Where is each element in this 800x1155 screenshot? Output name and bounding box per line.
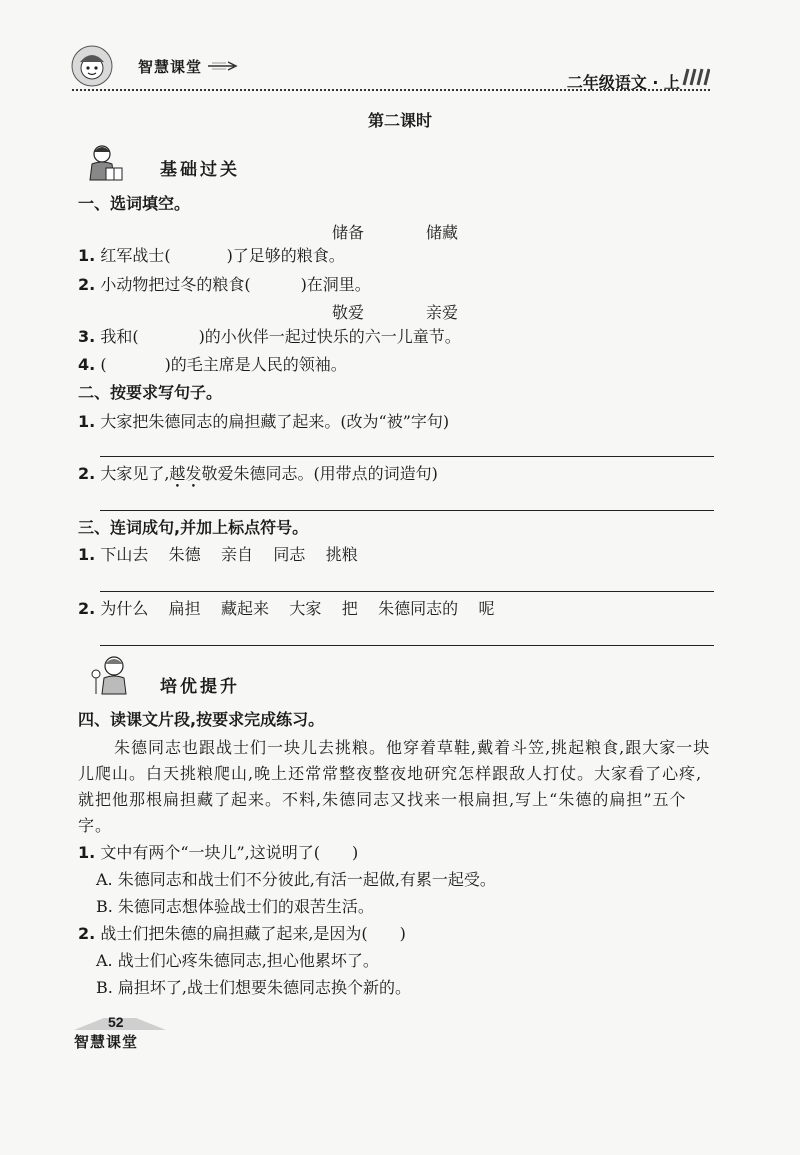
question-3-title: 三、连词成句,并加上标点符号。 xyxy=(78,518,309,537)
word: 呢 xyxy=(478,599,495,618)
item-number: 2. xyxy=(78,599,96,618)
word: 同志 xyxy=(273,545,306,564)
girl-flower-icon xyxy=(86,652,134,698)
q1-item-4 xyxy=(78,354,347,376)
item-text-pre: 我和( xyxy=(100,327,139,346)
footer-brand: 智慧课堂 xyxy=(74,1033,139,1051)
item-number: 1. xyxy=(78,246,96,265)
q2-item-2 xyxy=(78,463,438,485)
item-text-post: )的小伙伴一起过快乐的六一儿童节。 xyxy=(198,327,461,346)
item-number: 2. xyxy=(78,464,96,483)
word: 扁担 xyxy=(168,599,201,618)
item-text-pre: 大家见了, xyxy=(100,464,170,483)
q3-item-2 xyxy=(78,598,494,620)
item-number: 4. xyxy=(78,355,96,374)
item-text: 大家把朱德同志的扁担藏了起来。(改为“被”字句) xyxy=(100,412,450,431)
q1-item-1 xyxy=(78,245,345,267)
item-number: 2. xyxy=(78,924,96,943)
section-heading-advanced: 培优提升 xyxy=(160,677,240,697)
page-number: 52 xyxy=(108,1014,124,1030)
header-brand: 智慧课堂 xyxy=(138,58,203,76)
lesson-title: 第二课时 xyxy=(367,111,432,130)
dotted-char: 越 xyxy=(169,464,186,483)
q2-item-1 xyxy=(78,411,449,433)
item-number: 3. xyxy=(78,327,96,346)
item-text: 文中有两个“一块儿”,这说明了( ) xyxy=(100,843,359,862)
item-text-post: )了足够的粮食。 xyxy=(226,246,345,265)
item-number: 1. xyxy=(78,545,96,564)
question-2-title: 二、按要求写句子。 xyxy=(78,383,223,402)
item-text-pre: 小动物把过冬的粮食( xyxy=(100,275,251,294)
item-text-post: 敬爱朱德同志。(用带点的词造句) xyxy=(201,464,438,483)
item-number: 1. xyxy=(78,412,96,431)
choice-a[interactable]: A. 战士们心疼朱德同志,担心他累坏了。 xyxy=(96,951,379,970)
choice-a[interactable]: A. 朱德同志和战士们不分彼此,有活一起做,有累一起受。 xyxy=(96,870,496,889)
q1-item-3 xyxy=(78,326,461,348)
stripes-decoration-icon xyxy=(678,68,710,86)
item-text-post: )在洞里。 xyxy=(300,275,371,294)
word-option: 亲爱 xyxy=(426,303,459,322)
header-divider xyxy=(72,89,710,91)
reading-passage: 朱德同志也跟战士们一块儿去挑粮。他穿着草鞋,戴着斗笠,挑起粮食,跟大家一块儿爬山。白天挑粮爬山,晚上还常常整夜整夜地研究怎样跟敌人打仗。大家看了心疼,就把他那根扁担藏了起来。不料,朱德同志又找来一根扁担,写上“朱德的扁担”五个字。 xyxy=(78,738,711,835)
cartoon-child-logo-icon xyxy=(70,44,114,88)
q3-item-1 xyxy=(78,544,358,566)
word: 亲自 xyxy=(221,545,254,564)
student-reading-icon xyxy=(80,142,128,188)
word: 朱德同志的 xyxy=(378,599,459,618)
grade-subject-label: 二年级语文 · 上 xyxy=(566,73,680,92)
answer-line[interactable] xyxy=(100,510,714,511)
choice-b[interactable]: B. 扁担坏了,战士们想要朱德同志换个新的。 xyxy=(96,978,412,997)
word: 为什么 xyxy=(100,599,149,618)
q4-sub-2 xyxy=(78,923,406,945)
question-4-title: 四、读课文片段,按要求完成练习。 xyxy=(78,710,325,729)
word: 挑粮 xyxy=(325,545,358,564)
q4-sub-1 xyxy=(78,842,358,864)
item-number: 1. xyxy=(78,843,96,862)
word-option: 储藏 xyxy=(426,223,459,242)
word: 藏起来 xyxy=(221,599,270,618)
word: 把 xyxy=(341,599,358,618)
choice-b[interactable]: B. 朱德同志想体验战士们的艰苦生活。 xyxy=(96,897,374,916)
word: 下山去 xyxy=(100,545,149,564)
dotted-char: 发 xyxy=(185,464,202,483)
word-option: 储备 xyxy=(332,223,365,242)
item-text-post: )的毛主席是人民的领袖。 xyxy=(164,355,347,374)
item-number: 2. xyxy=(78,275,96,294)
q1-item-2 xyxy=(78,274,371,296)
answer-line[interactable] xyxy=(100,645,714,646)
section-heading-basic: 基础过关 xyxy=(160,160,240,180)
word: 朱德 xyxy=(168,545,201,564)
arrow-decoration-icon xyxy=(208,61,240,71)
answer-line[interactable] xyxy=(100,591,714,592)
word-option: 敬爱 xyxy=(332,303,365,322)
item-text: 战士们把朱德的扁担藏了起来,是因为( ) xyxy=(100,924,406,943)
answer-line[interactable] xyxy=(100,456,714,457)
word: 大家 xyxy=(289,599,322,618)
item-text-pre: 红军战士( xyxy=(100,246,171,265)
item-text-pre: ( xyxy=(100,355,107,374)
question-1-title: 一、选词填空。 xyxy=(78,194,191,213)
